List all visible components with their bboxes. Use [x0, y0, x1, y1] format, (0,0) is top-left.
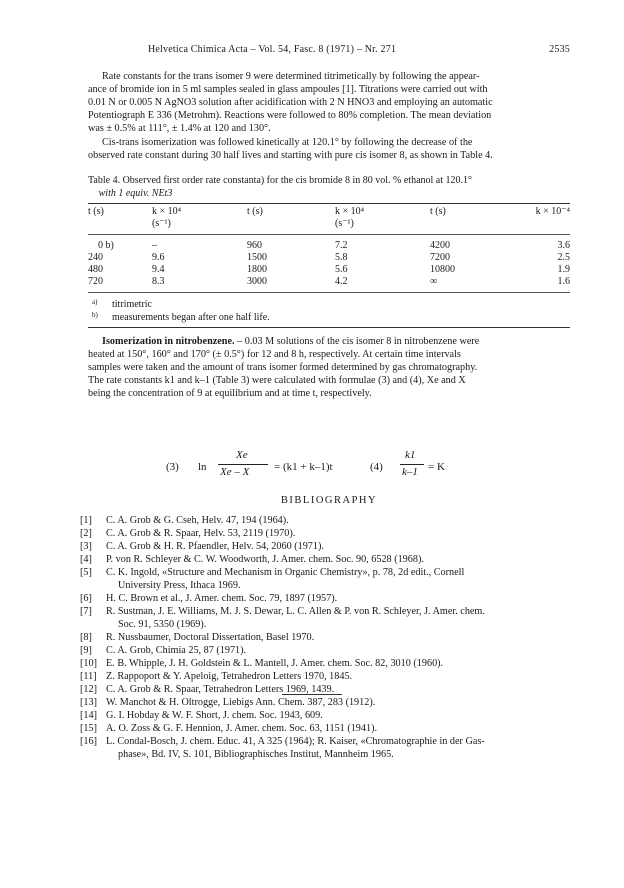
table-cell: –: [152, 240, 157, 251]
footnote-text: titrimetric: [112, 299, 152, 310]
reference-number: [15]: [80, 723, 97, 734]
table-cell: 7.2: [335, 240, 348, 251]
reference-number: [16]: [80, 736, 97, 747]
table-cell: 8.3: [152, 276, 165, 287]
reference-number: [8]: [80, 632, 92, 643]
equation-denominator: k–1: [402, 466, 418, 478]
reference-number: [4]: [80, 554, 92, 565]
reference-number: [1]: [80, 515, 92, 526]
text-line: The rate constants k1 and k–1 (Table 3) were calculated with formulae (3) and (4), Xe and X: [88, 375, 466, 386]
text-line: observed rate constant during 30 half lives and starting with pure cis isomer 8, as shown in Table 4.: [88, 150, 493, 161]
reference-text: G. I. Hobday & W. F. Short, J. chem. Soc. 1943, 609.: [106, 710, 323, 721]
bibliography-heading: BIBLIOGRAPHY: [280, 495, 378, 506]
reference-number: [10]: [80, 658, 97, 669]
table-cell: 0 b): [98, 240, 114, 251]
text-line: 0.01 N or 0.005 N AgNO3 solution after acidification with 2 N HNO3 and employing an automatic: [88, 97, 493, 108]
reference-number: [12]: [80, 684, 97, 695]
table-cell: 5.8: [335, 252, 348, 263]
paragraph-nitrobenzene: [88, 335, 570, 400]
page-number: 2535: [549, 44, 570, 55]
table-cell: 4.2: [335, 276, 348, 287]
header-t: t (s): [88, 206, 104, 217]
unit-cell: [247, 218, 335, 230]
reference-text: C. A. Grob & R. Spaar, Helv. 53, 2119 (1970).: [106, 528, 296, 539]
reference-item: [80, 722, 570, 735]
reference-number: [14]: [80, 710, 97, 721]
text-line: being the concentration of 9 at equilibrium and at time t, respectively.: [88, 388, 372, 399]
unit-cell: [510, 218, 570, 230]
reference-item: [80, 644, 570, 657]
table-cell: 10800: [430, 264, 455, 275]
page-header: [88, 44, 570, 58]
reference-text: W. Manchot & H. Oltrogge, Liebigs Ann. Chem. 387, 283 (1912).: [106, 697, 376, 708]
header-k: k × 10⁴: [335, 206, 365, 217]
reference-number: [3]: [80, 541, 92, 552]
reference-item: [80, 527, 570, 540]
caption-line: with 1 equiv. NEt3: [98, 188, 173, 199]
table-cell: 3000: [247, 276, 267, 287]
table-bottom-rule: [88, 292, 570, 293]
table-row: [88, 252, 570, 264]
reference-text: C. A. Grob & G. Cseh, Helv. 47, 194 (1964).: [106, 515, 289, 526]
reference-item: [80, 553, 570, 566]
reference-text: Z. Rappoport & Y. Apeloig, Tetrahedron Letters 1970, 1845.: [106, 671, 353, 682]
closing-rule: [282, 694, 342, 695]
reference-number: [5]: [80, 567, 92, 578]
table-header: [88, 206, 570, 230]
table-cell: ∞: [430, 276, 438, 287]
header-t: t (s): [430, 206, 446, 217]
reference-text: L. Condal-Bosch, J. chem. Educ. 41, A 325 (1964); R. Kaiser, «Chromatographie in der Gas-: [106, 736, 485, 747]
header-t: t (s): [247, 206, 263, 217]
reference-text: E. B. Whipple, J. H. Goldstein & L. Mantell, J. Amer. chem. Soc. 82, 3010 (1960).: [106, 658, 444, 669]
table-cell: 1.6: [557, 276, 570, 287]
reference-item: [80, 566, 570, 592]
unit-cell: (s⁻¹): [335, 218, 354, 229]
text-line: Isomerization in nitrobenzene. – 0.03 M solutions of the cis isomer 8 in nitrobenzene were: [102, 336, 480, 347]
table-cell: 960: [247, 240, 262, 251]
reference-number: [9]: [80, 645, 92, 656]
reference-item: [80, 735, 570, 761]
reference-text: C. A. Grob & R. Spaar, Tetrahedron Letters 1969, 1439.: [106, 684, 335, 695]
text-line: ance of bromide ion in 5 ml samples sealed in glass ampoules [1]. Titrations were carried out with: [88, 84, 488, 95]
table-body: [88, 240, 570, 288]
reference-item: [80, 696, 570, 709]
table-cell: 240: [88, 252, 103, 263]
reference-text: P. von R. Schleyer & C. W. Woodworth, J. Amer. chem. Soc. 90, 6528 (1968).: [106, 554, 424, 565]
table-cell: 4200: [430, 240, 450, 251]
fraction-bar: [400, 464, 424, 465]
table-top-rule: [88, 203, 570, 204]
text-line: Potentiograph E 336 (Metrohm). Reactions were followed to 80% completion. The mean deviation: [88, 110, 492, 121]
table-row: [88, 240, 570, 252]
reference-text: C. A. Grob, Chimia 25, 87 (1971).: [106, 645, 247, 656]
reference-number: [7]: [80, 606, 92, 617]
equation-denominator: Xe – X: [220, 466, 250, 478]
text-line: samples were taken and the amount of trans isomer formed determined by gas chromatography.: [88, 362, 478, 373]
reference-item: [80, 592, 570, 605]
fraction-bar: [218, 464, 268, 465]
table-cell: 9.4: [152, 264, 165, 275]
reference-number: [6]: [80, 593, 92, 604]
table-caption: [88, 174, 570, 200]
reference-text: C. A. Grob & H. R. Pfaendler, Helv. 54, 2060 (1971).: [106, 541, 324, 552]
reference-item: [80, 631, 570, 644]
reference-item: [80, 670, 570, 683]
table-cell: 1500: [247, 252, 267, 263]
reference-number: [2]: [80, 528, 92, 539]
table-cell: 1.9: [557, 264, 570, 275]
table-row: [88, 276, 570, 288]
reference-number: [13]: [80, 697, 97, 708]
table-cell: 720: [88, 276, 103, 287]
equation-rhs: = K: [428, 461, 445, 473]
equation-rhs: = (k1 + k–1)t: [274, 461, 333, 473]
table-cell: 7200: [430, 252, 450, 263]
reference-continuation: Soc. 91, 5350 (1969).: [118, 619, 207, 630]
table-row: [88, 264, 570, 276]
reference-text: R. Sustman, J. E. Williams, M. J. S. Dewar, L. C. Allen & P. von R. Schleyer, J. Amer. chem.: [106, 606, 485, 617]
reference-item: [80, 540, 570, 553]
reference-item: [80, 709, 570, 722]
reference-continuation: phase», Bd. IV, S. 101, Bibliographisches Institut, Mannheim 1965.: [118, 749, 394, 760]
footnote-b: [92, 309, 270, 324]
equation-ln: ln: [198, 461, 207, 473]
text-line: was ± 0.5% at 111°, ± 1.4% at 120 and 130°.: [88, 123, 271, 134]
text-line: Cis-trans isomerization was followed kinetically at 120.1° by following the decrease of the: [102, 137, 473, 148]
table-cell: 1800: [247, 264, 267, 275]
equation-label: (4): [370, 461, 383, 473]
header-k: k × 10⁻⁴: [535, 206, 570, 217]
reference-text: A. O. Zoss & G. F. Hennion, J. Amer. chem. Soc. 63, 1151 (1941).: [106, 723, 378, 734]
equation-label: (3): [166, 461, 179, 473]
section-heading: Isomerization in nitrobenzene.: [102, 336, 235, 347]
paragraph-cis-trans: [88, 136, 570, 162]
header-k: k × 10⁴: [152, 206, 182, 217]
running-title: Helvetica Chimica Acta – Vol. 54, Fasc. 8 (1971) – Nr. 271: [148, 44, 397, 55]
table-cell: 2.5: [557, 252, 570, 263]
footnote-mark: a): [92, 298, 98, 306]
footnote-text: measurements began after one half life.: [112, 312, 270, 323]
table-cell: 5.6: [335, 264, 348, 275]
reference-continuation: University Press, Ithaca 1969.: [118, 580, 241, 591]
unit-cell: (s⁻¹): [152, 218, 171, 229]
reference-number: [11]: [80, 671, 97, 682]
unit-cell: [88, 218, 152, 230]
table-cell: 3.6: [557, 240, 570, 251]
reference-item: [80, 657, 570, 670]
equation-numerator: Xe: [236, 449, 248, 461]
table-header-rule: [88, 234, 570, 235]
reference-text: R. Nussbaumer, Doctoral Dissertation, Basel 1970.: [106, 632, 315, 643]
paragraph-trans-rate: [88, 70, 570, 135]
table-cell: 9.6: [152, 252, 165, 263]
table-end-rule: [88, 327, 570, 328]
text-line: Rate constants for the trans isomer 9 were determined titrimetically by following the appear-: [102, 71, 480, 82]
equation-numerator: k1: [405, 449, 416, 461]
caption-line: Table 4. Observed first order rate constanta) for the cis bromide 8 in 80 vol. % ethanol at 120.1°: [88, 175, 473, 186]
table-cell: 480: [88, 264, 103, 275]
footnote-mark: b): [92, 311, 98, 319]
unit-cell: [430, 218, 510, 230]
reference-text: H. C. Brown et al., J. Amer. chem. Soc. 79, 1897 (1957).: [106, 593, 338, 604]
reference-item: [80, 514, 570, 527]
reference-text: C. K. Ingold, «Structure and Mechanism in Organic Chemistry», p. 78, 2d edit., Cornell: [106, 567, 465, 578]
text-line: heated at 150°, 160° and 170° (± 0.5°) for 12 and 8 h, respectively. At certain time intervals: [88, 349, 461, 360]
reference-item: [80, 605, 570, 631]
